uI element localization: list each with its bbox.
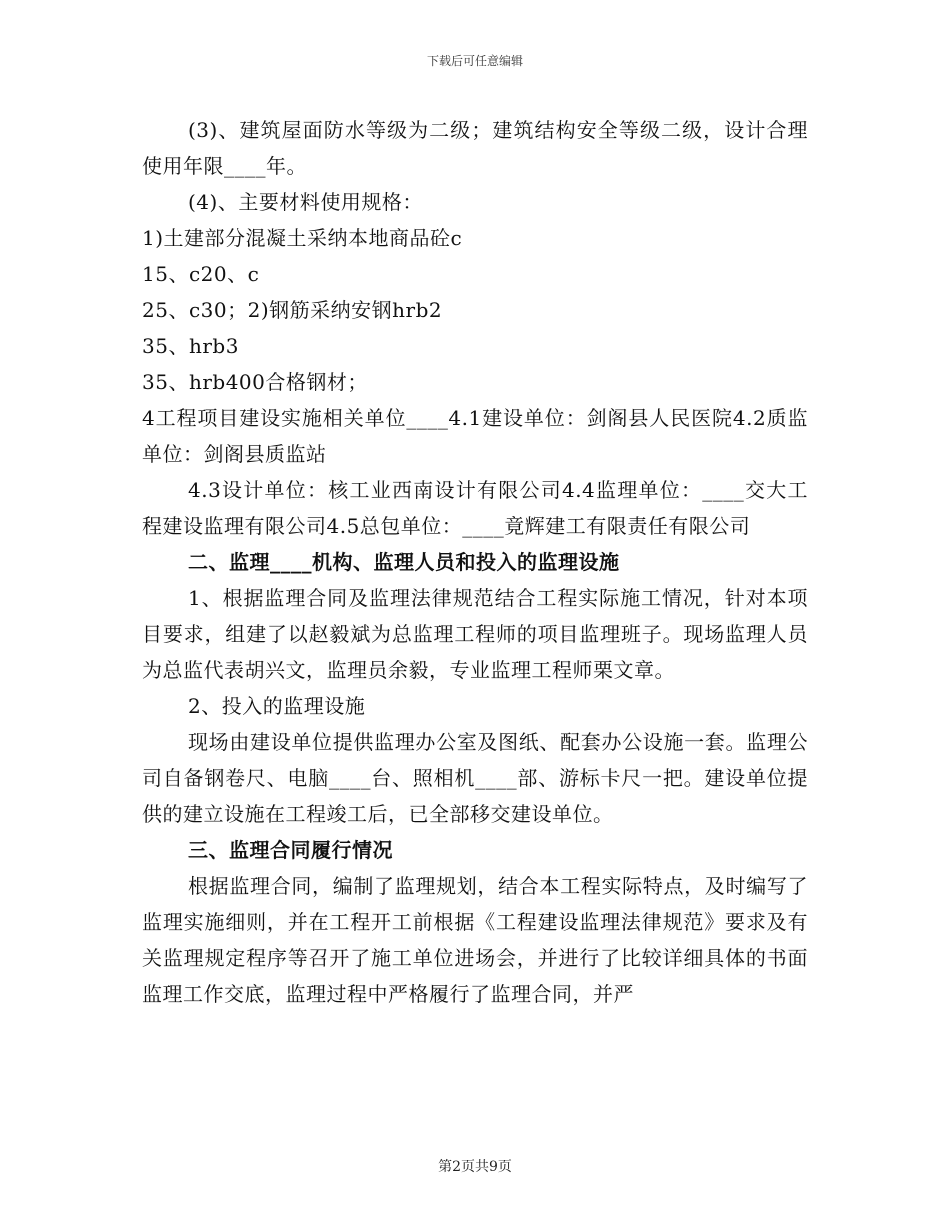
paragraph-grade-25: 25、c30；2)钢筋采纳安钢hrb2 bbox=[142, 298, 443, 322]
page-header: 下载后可任意编辑 bbox=[426, 54, 523, 68]
paragraph-supervision-team: 1、根据监理合同及监理法律规范结合工程实际施工情况，针对本项目要求，组建了以赵毅斌为总监理工程师的项目监理班子。现场监理人员为总监代表胡兴文，监理员余毅，专业监理工程师栗文章。 bbox=[142, 586, 808, 682]
paragraph-design-supervision-units: 4.3设计单位：核工业西南设计有限公司4.4监理单位：____交大工程建设监理有限公司4.5总包单位：____竟辉建工有限责任有限公司 bbox=[142, 478, 808, 538]
paragraph-facilities-title: 2、投入的监理设施 bbox=[188, 694, 366, 718]
paragraph-facilities: 现场由建设单位提供监理办公室及图纸、配套办公设施一套。监理公司自备钢卷尺、电脑____台、照相机____部、游标卡尺一把。建设单位提供的建立设施在工程竣工后，已全部移交建设单位。 bbox=[142, 730, 808, 826]
paragraph-hrb3: 35、hrb3 bbox=[142, 334, 239, 358]
section-heading-2: 二、监理____机构、监理人员和投入的监理设施 bbox=[188, 550, 620, 574]
page-body bbox=[142, 112, 808, 1012]
paragraph-concrete: 1)土建部分混凝土采纳本地商品砼c bbox=[142, 226, 463, 250]
page-footer: 第2页共9页 bbox=[438, 1159, 512, 1175]
section-heading-3: 三、监理合同履行情况 bbox=[188, 838, 393, 862]
paragraph-contract-performance: 根据监理合同，编制了监理规划，结合本工程实际特点，及时编写了监理实施细则，并在工程开工前根据《工程建设监理法律规范》要求及有关监理规定程序等召开了施工单位进场会，并进行了比较详细具体的书面监理工作交底，监理过程中严格履行了监理合同，并严 bbox=[142, 874, 808, 1006]
paragraph-roof-waterproof: (3)、建筑屋面防水等级为二级；建筑结构安全等级二级，设计合理使用年限____年。 bbox=[142, 118, 808, 178]
paragraph-material-spec-title: (4)、主要材料使用规格： bbox=[188, 190, 423, 214]
paragraph-grade-15: 15、c20、c bbox=[142, 262, 260, 286]
paragraph-related-units: 4工程项目建设实施相关单位____4.1建设单位：剑阁县人民医院4.2质监单位：剑阁县质监站 bbox=[142, 406, 808, 466]
paragraph-hrb400: 35、hrb400合格钢材； bbox=[142, 370, 368, 394]
